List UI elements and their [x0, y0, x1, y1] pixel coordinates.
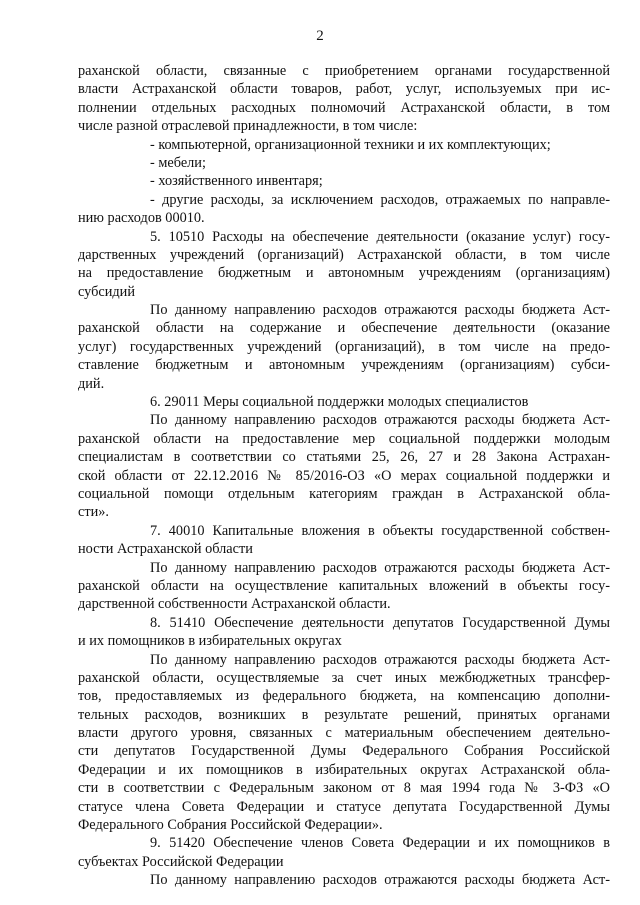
text-line: тов, предоставляемых из федерального бюджета, на компенсацию дополни-	[78, 688, 610, 705]
text-line: услуг) государственных учреждений (организаций), в том числе на предо-	[78, 338, 610, 355]
text-line: 9. 51420 Обеспечение членов Совета Федерации и их помощников в	[150, 835, 610, 852]
text-line: 5. 10510 Расходы на обеспечение деятельности (оказание услуг) госу-	[150, 228, 610, 245]
text-line: - компьютерной, организационной техники и их комплектующих;	[150, 136, 551, 153]
page-number: 2	[316, 28, 324, 44]
text-line: статусе члена Совета Федерации и статусе депутата Государственной Думы	[78, 798, 610, 815]
text-line: раханской области на предоставление мер социальной поддержки молодым	[78, 430, 610, 447]
text-line: - мебели;	[150, 154, 206, 171]
text-line: дий.	[78, 375, 105, 392]
text-line: дарственных учреждений (организаций) Астраханской области, в том числе	[78, 246, 610, 263]
text-line: ности Астраханской области	[78, 541, 253, 558]
text-line: сти в соответствии с Федеральным законом от 8 мая 1994 года № 3-ФЗ «О	[78, 780, 610, 797]
text-line: По данному направлению расходов отражаются расходы бюджета Аст-	[150, 412, 610, 429]
text-line: ской области от 22.12.2016 № 85/2016-ОЗ «О мерах социальной поддержки и	[78, 467, 610, 484]
text-line: раханской области, осуществляемые за счет иных межбюджетных трансфер-	[78, 669, 610, 686]
text-line: субъектах Российской Федерации	[78, 853, 284, 870]
text-line: полнении отдельных расходных полномочий Астраханской области, в том	[78, 99, 610, 116]
text-line: - хозяйственного инвентаря;	[150, 173, 323, 190]
text-line: Федерации и их помощников в избирательных округах Астраханской обла-	[78, 761, 610, 778]
text-line: сти».	[78, 504, 109, 521]
text-line: субсидий	[78, 283, 135, 300]
text-line: По данному направлению расходов отражаются расходы бюджета Аст-	[150, 302, 610, 319]
text-line: на предоставление бюджетным и автономным учреждениям (организациям)	[78, 265, 610, 282]
text-line: власти Астраханской области товаров, работ, услуг, используемых при ис-	[78, 81, 610, 98]
text-line: раханской области на осуществление капитальных вложений в объекты госу-	[78, 577, 610, 594]
text-line: раханской области, связанные с приобретением органами государственной	[78, 63, 610, 79]
text-line: 7. 40010 Капитальные вложения в объекты государственной собствен-	[150, 522, 610, 539]
text-line: 8. 51410 Обеспечение деятельности депутатов Государственной Думы	[150, 614, 610, 631]
text-line: сти депутатов Государственной Думы Федерального Собрания Российской	[78, 743, 610, 760]
text-line: По данному направлению расходов отражаются расходы бюджета Аст-	[150, 559, 610, 576]
text-line: дарственной собственности Астраханской области.	[78, 596, 391, 613]
document-body	[78, 62, 610, 890]
text-line: ставление бюджетным и автономным учреждениям (организациям) субси-	[78, 357, 610, 374]
text-line: нию расходов 00010.	[78, 210, 205, 227]
text-line: тельных расходов, возникших в результате решений, принятых органами	[78, 706, 610, 723]
text-line: числе разной отраслевой принадлежности, в том числе:	[78, 118, 418, 135]
text-line: власти другого уровня, связанных с материальным обеспечением деятельно-	[78, 725, 610, 742]
text-line: 6. 29011 Меры социальной поддержки молодых специалистов	[150, 394, 529, 411]
text-line: раханской области на содержание и обеспечение деятельности (оказание	[78, 320, 610, 337]
text-line: - другие расходы, за исключением расходов, отражаемых по направле-	[150, 191, 610, 208]
text-line: По данному направлению расходов отражаются расходы бюджета Аст-	[150, 872, 610, 889]
text-line: социальной помощи отдельным категориям граждан в Астраханской обла-	[78, 485, 610, 502]
text-line: и их помощников в избирательных округах	[78, 633, 342, 650]
text-line: специалистам в соответствии со статьями 25, 26, 27 и 28 Закона Астрахан-	[78, 449, 610, 466]
text-line: Федерального Собрания Российской Федерации».	[78, 817, 383, 834]
text-line: По данному направлению расходов отражаются расходы бюджета Аст-	[150, 651, 610, 668]
